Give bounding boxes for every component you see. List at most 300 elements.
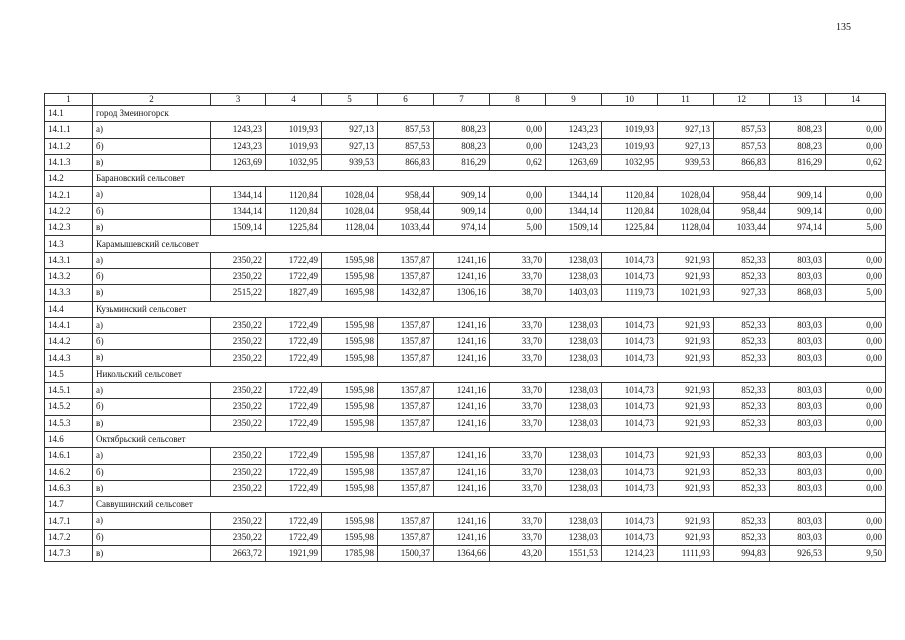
value-cell: 909,14 [770, 187, 826, 203]
column-header: 2 [93, 94, 211, 106]
value-cell: 852,33 [714, 334, 770, 350]
value-cell: 909,14 [434, 203, 490, 219]
table-row [45, 464, 886, 480]
value-cell: 1509,14 [546, 220, 602, 236]
column-header: 4 [266, 94, 322, 106]
column-header: 1 [45, 94, 93, 106]
value-cell: 1238,03 [546, 399, 602, 415]
value-cell: 808,23 [434, 122, 490, 138]
value-cell: 1595,98 [322, 252, 378, 268]
table-row [45, 122, 886, 138]
value-cell: 1595,98 [322, 529, 378, 545]
value-cell: 816,29 [434, 154, 490, 170]
value-cell: 2350,22 [211, 448, 266, 464]
value-cell: 927,33 [714, 285, 770, 301]
value-cell: 1028,04 [322, 203, 378, 219]
row-subitem: б) [93, 268, 211, 284]
value-cell: 1695,98 [322, 285, 378, 301]
value-cell: 1357,87 [378, 383, 434, 399]
value-cell: 1722,49 [266, 334, 322, 350]
section-code: 14.5 [45, 366, 93, 382]
value-cell: 803,03 [770, 464, 826, 480]
value-cell: 1014,73 [602, 334, 658, 350]
value-cell: 803,03 [770, 399, 826, 415]
value-cell: 1128,04 [658, 220, 714, 236]
value-cell: 1241,16 [434, 480, 490, 496]
value-cell: 1014,73 [602, 317, 658, 333]
section-code: 14.4 [45, 301, 93, 317]
section-name: Барановский сельсовет [93, 171, 886, 187]
value-cell: 1722,49 [266, 252, 322, 268]
row-code: 14.1.3 [45, 154, 93, 170]
value-cell: 852,33 [714, 448, 770, 464]
value-cell: 1019,93 [266, 138, 322, 154]
value-cell: 1500,37 [378, 546, 434, 562]
value-cell: 921,93 [658, 448, 714, 464]
value-cell: 2350,22 [211, 399, 266, 415]
value-cell: 1921,99 [266, 546, 322, 562]
value-cell: 5,00 [490, 220, 546, 236]
value-cell: 921,93 [658, 252, 714, 268]
section-code: 14.6 [45, 431, 93, 447]
column-header: 10 [602, 94, 658, 106]
row-subitem: а) [93, 252, 211, 268]
value-cell: 1028,04 [322, 187, 378, 203]
value-cell: 1722,49 [266, 317, 322, 333]
row-code: 14.3.1 [45, 252, 93, 268]
value-cell: 0,00 [826, 252, 886, 268]
value-cell: 1028,04 [658, 187, 714, 203]
row-code: 14.6.3 [45, 480, 93, 496]
row-code: 14.7.2 [45, 529, 93, 545]
value-cell: 1722,49 [266, 268, 322, 284]
value-cell: 33,70 [490, 383, 546, 399]
value-cell: 1357,87 [378, 252, 434, 268]
value-cell: 803,03 [770, 448, 826, 464]
table-row [45, 138, 886, 154]
value-cell: 852,33 [714, 480, 770, 496]
value-cell: 1722,49 [266, 464, 322, 480]
value-cell: 1263,69 [546, 154, 602, 170]
row-subitem: а) [93, 383, 211, 399]
value-cell: 921,93 [658, 268, 714, 284]
value-cell: 0,00 [826, 415, 886, 431]
value-cell: 868,03 [770, 285, 826, 301]
value-cell: 1028,04 [658, 203, 714, 219]
value-cell: 1014,73 [602, 464, 658, 480]
table-row [45, 383, 886, 399]
row-subitem: а) [93, 513, 211, 529]
section-code: 14.3 [45, 236, 93, 252]
value-cell: 803,03 [770, 415, 826, 431]
table-row [45, 415, 886, 431]
value-cell: 1344,14 [546, 187, 602, 203]
value-cell: 1238,03 [546, 464, 602, 480]
row-code: 14.2.2 [45, 203, 93, 219]
value-cell: 1595,98 [322, 448, 378, 464]
value-cell: 1120,84 [266, 187, 322, 203]
column-header: 3 [211, 94, 266, 106]
value-cell: 33,70 [490, 464, 546, 480]
value-cell: 852,33 [714, 350, 770, 366]
value-cell: 866,83 [378, 154, 434, 170]
value-cell: 857,53 [714, 122, 770, 138]
value-cell: 852,33 [714, 383, 770, 399]
row-code: 14.2.1 [45, 187, 93, 203]
value-cell: 0,00 [490, 122, 546, 138]
section-name: Карамышевский сельсовет [93, 236, 886, 252]
row-subitem: а) [93, 448, 211, 464]
value-cell: 1241,16 [434, 399, 490, 415]
value-cell: 33,70 [490, 317, 546, 333]
value-cell: 1033,44 [378, 220, 434, 236]
value-cell: 926,53 [770, 546, 826, 562]
value-cell: 1595,98 [322, 383, 378, 399]
row-code: 14.6.1 [45, 448, 93, 464]
column-header: 6 [378, 94, 434, 106]
value-cell: 1014,73 [602, 383, 658, 399]
value-cell: 852,33 [714, 399, 770, 415]
value-cell: 0,00 [826, 138, 886, 154]
value-cell: 1722,49 [266, 350, 322, 366]
value-cell: 1595,98 [322, 268, 378, 284]
value-cell: 852,33 [714, 513, 770, 529]
value-cell: 1243,23 [211, 122, 266, 138]
value-cell: 1019,93 [266, 122, 322, 138]
value-cell: 0,00 [826, 464, 886, 480]
row-subitem: а) [93, 122, 211, 138]
value-cell: 1509,14 [211, 220, 266, 236]
row-code: 14.1.2 [45, 138, 93, 154]
value-cell: 921,93 [658, 334, 714, 350]
table-row [45, 350, 886, 366]
section-name: город Змеиногорск [93, 106, 886, 122]
value-cell: 0,00 [826, 399, 886, 415]
row-code: 14.3.3 [45, 285, 93, 301]
value-cell: 2350,22 [211, 350, 266, 366]
value-cell: 1785,98 [322, 546, 378, 562]
row-subitem: в) [93, 415, 211, 431]
row-code: 14.5.2 [45, 399, 93, 415]
table-row [45, 529, 886, 545]
value-cell: 1357,87 [378, 513, 434, 529]
value-cell: 1014,73 [602, 350, 658, 366]
value-cell: 852,33 [714, 415, 770, 431]
value-cell: 1241,16 [434, 383, 490, 399]
value-cell: 852,33 [714, 317, 770, 333]
table-row [45, 252, 886, 268]
value-cell: 1595,98 [322, 399, 378, 415]
value-cell: 852,33 [714, 529, 770, 545]
value-cell: 38,70 [490, 285, 546, 301]
value-cell: 0,62 [490, 154, 546, 170]
table-row [45, 399, 886, 415]
value-cell: 1019,93 [602, 138, 658, 154]
value-cell: 1722,49 [266, 529, 322, 545]
value-cell: 33,70 [490, 513, 546, 529]
value-cell: 2350,22 [211, 513, 266, 529]
value-cell: 1238,03 [546, 383, 602, 399]
section-code: 14.7 [45, 497, 93, 513]
value-cell: 1238,03 [546, 529, 602, 545]
row-subitem: в) [93, 350, 211, 366]
value-cell: 1238,03 [546, 513, 602, 529]
value-cell: 803,03 [770, 268, 826, 284]
section-name: Октябрьский сельсовет [93, 431, 886, 447]
value-cell: 1357,87 [378, 334, 434, 350]
section-code: 14.1 [45, 106, 93, 122]
value-cell: 0,00 [826, 448, 886, 464]
value-cell: 1357,87 [378, 350, 434, 366]
value-cell: 921,93 [658, 513, 714, 529]
value-cell: 0,00 [826, 513, 886, 529]
value-cell: 1111,93 [658, 546, 714, 562]
value-cell: 921,93 [658, 317, 714, 333]
value-cell: 1306,16 [434, 285, 490, 301]
value-cell: 1033,44 [714, 220, 770, 236]
row-subitem: в) [93, 220, 211, 236]
value-cell: 803,03 [770, 383, 826, 399]
value-cell: 33,70 [490, 480, 546, 496]
value-cell: 1357,87 [378, 268, 434, 284]
value-cell: 1357,87 [378, 317, 434, 333]
table-row [45, 317, 886, 333]
value-cell: 0,00 [826, 334, 886, 350]
value-cell: 1595,98 [322, 480, 378, 496]
value-cell: 1595,98 [322, 334, 378, 350]
row-code: 14.7.3 [45, 546, 93, 562]
table-row [45, 334, 886, 350]
value-cell: 857,53 [714, 138, 770, 154]
value-cell: 909,14 [770, 203, 826, 219]
value-cell: 921,93 [658, 480, 714, 496]
value-cell: 1722,49 [266, 399, 322, 415]
value-cell: 852,33 [714, 268, 770, 284]
value-cell: 0,00 [826, 480, 886, 496]
value-cell: 1238,03 [546, 448, 602, 464]
value-cell: 1032,95 [602, 154, 658, 170]
value-cell: 1032,95 [266, 154, 322, 170]
row-code: 14.4.1 [45, 317, 93, 333]
value-cell: 1722,49 [266, 480, 322, 496]
value-cell: 5,00 [826, 285, 886, 301]
table-row [45, 285, 886, 301]
value-cell: 1241,16 [434, 268, 490, 284]
value-cell: 1595,98 [322, 415, 378, 431]
value-cell: 927,13 [658, 122, 714, 138]
value-cell: 1357,87 [378, 464, 434, 480]
value-cell: 1595,98 [322, 464, 378, 480]
value-cell: 927,13 [322, 122, 378, 138]
column-header: 14 [826, 94, 886, 106]
row-subitem: а) [93, 317, 211, 333]
value-cell: 803,03 [770, 350, 826, 366]
value-cell: 1241,16 [434, 252, 490, 268]
value-cell: 803,03 [770, 317, 826, 333]
value-cell: 1119,73 [602, 285, 658, 301]
value-cell: 1357,87 [378, 399, 434, 415]
table-row [45, 154, 886, 170]
value-cell: 1128,04 [322, 220, 378, 236]
value-cell: 0,00 [826, 268, 886, 284]
value-cell: 1014,73 [602, 252, 658, 268]
section-name: Кузьминский сельсовет [93, 301, 886, 317]
value-cell: 33,70 [490, 350, 546, 366]
section-row [45, 171, 886, 187]
value-cell: 1238,03 [546, 317, 602, 333]
value-cell: 1014,73 [602, 529, 658, 545]
row-subitem: б) [93, 464, 211, 480]
value-cell: 1344,14 [211, 187, 266, 203]
row-subitem: б) [93, 203, 211, 219]
section-row [45, 236, 886, 252]
value-cell: 1241,16 [434, 464, 490, 480]
value-cell: 0,00 [826, 203, 886, 219]
value-cell: 1243,23 [546, 138, 602, 154]
value-cell: 1014,73 [602, 268, 658, 284]
row-code: 14.1.1 [45, 122, 93, 138]
row-subitem: б) [93, 138, 211, 154]
value-cell: 2350,22 [211, 383, 266, 399]
table-row [45, 448, 886, 464]
value-cell: 1120,84 [602, 187, 658, 203]
value-cell: 1827,49 [266, 285, 322, 301]
value-cell: 803,03 [770, 334, 826, 350]
value-cell: 939,53 [658, 154, 714, 170]
value-cell: 2350,22 [211, 529, 266, 545]
row-subitem: в) [93, 285, 211, 301]
value-cell: 808,23 [770, 122, 826, 138]
value-cell: 1238,03 [546, 415, 602, 431]
value-cell: 921,93 [658, 464, 714, 480]
row-code: 14.7.1 [45, 513, 93, 529]
value-cell: 1357,87 [378, 448, 434, 464]
value-cell: 974,14 [770, 220, 826, 236]
value-cell: 1432,87 [378, 285, 434, 301]
row-subitem: б) [93, 334, 211, 350]
section-name: Никольский сельсовет [93, 366, 886, 382]
value-cell: 2663,72 [211, 546, 266, 562]
value-cell: 0,00 [826, 529, 886, 545]
row-subitem: а) [93, 187, 211, 203]
value-cell: 1722,49 [266, 383, 322, 399]
value-cell: 927,13 [658, 138, 714, 154]
table-row [45, 187, 886, 203]
value-cell: 1364,66 [434, 546, 490, 562]
value-cell: 958,44 [714, 203, 770, 219]
row-subitem: б) [93, 399, 211, 415]
value-cell: 1241,16 [434, 334, 490, 350]
value-cell: 43,20 [490, 546, 546, 562]
value-cell: 803,03 [770, 513, 826, 529]
row-code: 14.5.1 [45, 383, 93, 399]
value-cell: 866,83 [714, 154, 770, 170]
value-cell: 1344,14 [211, 203, 266, 219]
value-cell: 0,00 [490, 138, 546, 154]
row-code: 14.2.3 [45, 220, 93, 236]
row-code: 14.5.3 [45, 415, 93, 431]
value-cell: 1595,98 [322, 317, 378, 333]
section-row [45, 431, 886, 447]
tariff-table [44, 93, 886, 562]
value-cell: 1241,16 [434, 415, 490, 431]
value-cell: 1214,23 [602, 546, 658, 562]
row-code: 14.6.2 [45, 464, 93, 480]
value-cell: 1357,87 [378, 480, 434, 496]
value-cell: 33,70 [490, 448, 546, 464]
row-code: 14.4.2 [45, 334, 93, 350]
value-cell: 921,93 [658, 529, 714, 545]
value-cell: 33,70 [490, 399, 546, 415]
value-cell: 1120,84 [266, 203, 322, 219]
value-cell: 0,00 [826, 383, 886, 399]
table-row [45, 268, 886, 284]
value-cell: 1403,03 [546, 285, 602, 301]
column-header: 13 [770, 94, 826, 106]
value-cell: 994,83 [714, 546, 770, 562]
table-row [45, 546, 886, 562]
value-cell: 921,93 [658, 415, 714, 431]
value-cell: 803,03 [770, 480, 826, 496]
value-cell: 1241,16 [434, 513, 490, 529]
section-name: Саввушинский сельсовет [93, 497, 886, 513]
value-cell: 1241,16 [434, 529, 490, 545]
value-cell: 2350,22 [211, 268, 266, 284]
value-cell: 1722,49 [266, 415, 322, 431]
value-cell: 1357,87 [378, 415, 434, 431]
value-cell: 1014,73 [602, 448, 658, 464]
value-cell: 1241,16 [434, 350, 490, 366]
row-subitem: в) [93, 546, 211, 562]
value-cell: 2350,22 [211, 415, 266, 431]
value-cell: 0,00 [490, 187, 546, 203]
value-cell: 1238,03 [546, 268, 602, 284]
value-cell: 1014,73 [602, 415, 658, 431]
value-cell: 808,23 [434, 138, 490, 154]
row-code: 14.4.3 [45, 350, 93, 366]
value-cell: 0,00 [490, 203, 546, 219]
value-cell: 0,00 [826, 122, 886, 138]
row-code: 14.3.2 [45, 268, 93, 284]
value-cell: 0,00 [826, 317, 886, 333]
value-cell: 1263,69 [211, 154, 266, 170]
table-row [45, 513, 886, 529]
value-cell: 1241,16 [434, 448, 490, 464]
value-cell: 803,03 [770, 252, 826, 268]
value-cell: 2350,22 [211, 317, 266, 333]
value-cell: 2350,22 [211, 334, 266, 350]
section-row [45, 106, 886, 122]
value-cell: 5,00 [826, 220, 886, 236]
value-cell: 857,53 [378, 138, 434, 154]
value-cell: 33,70 [490, 252, 546, 268]
column-header: 11 [658, 94, 714, 106]
table-row [45, 480, 886, 496]
row-subitem: б) [93, 529, 211, 545]
value-cell: 958,44 [378, 203, 434, 219]
section-code: 14.2 [45, 171, 93, 187]
value-cell: 958,44 [378, 187, 434, 203]
value-cell: 927,13 [322, 138, 378, 154]
page-number: 135 [836, 22, 851, 33]
value-cell: 33,70 [490, 334, 546, 350]
value-cell: 1595,98 [322, 350, 378, 366]
value-cell: 33,70 [490, 529, 546, 545]
value-cell: 1595,98 [322, 513, 378, 529]
value-cell: 1241,16 [434, 317, 490, 333]
value-cell: 909,14 [434, 187, 490, 203]
value-cell: 1014,73 [602, 480, 658, 496]
